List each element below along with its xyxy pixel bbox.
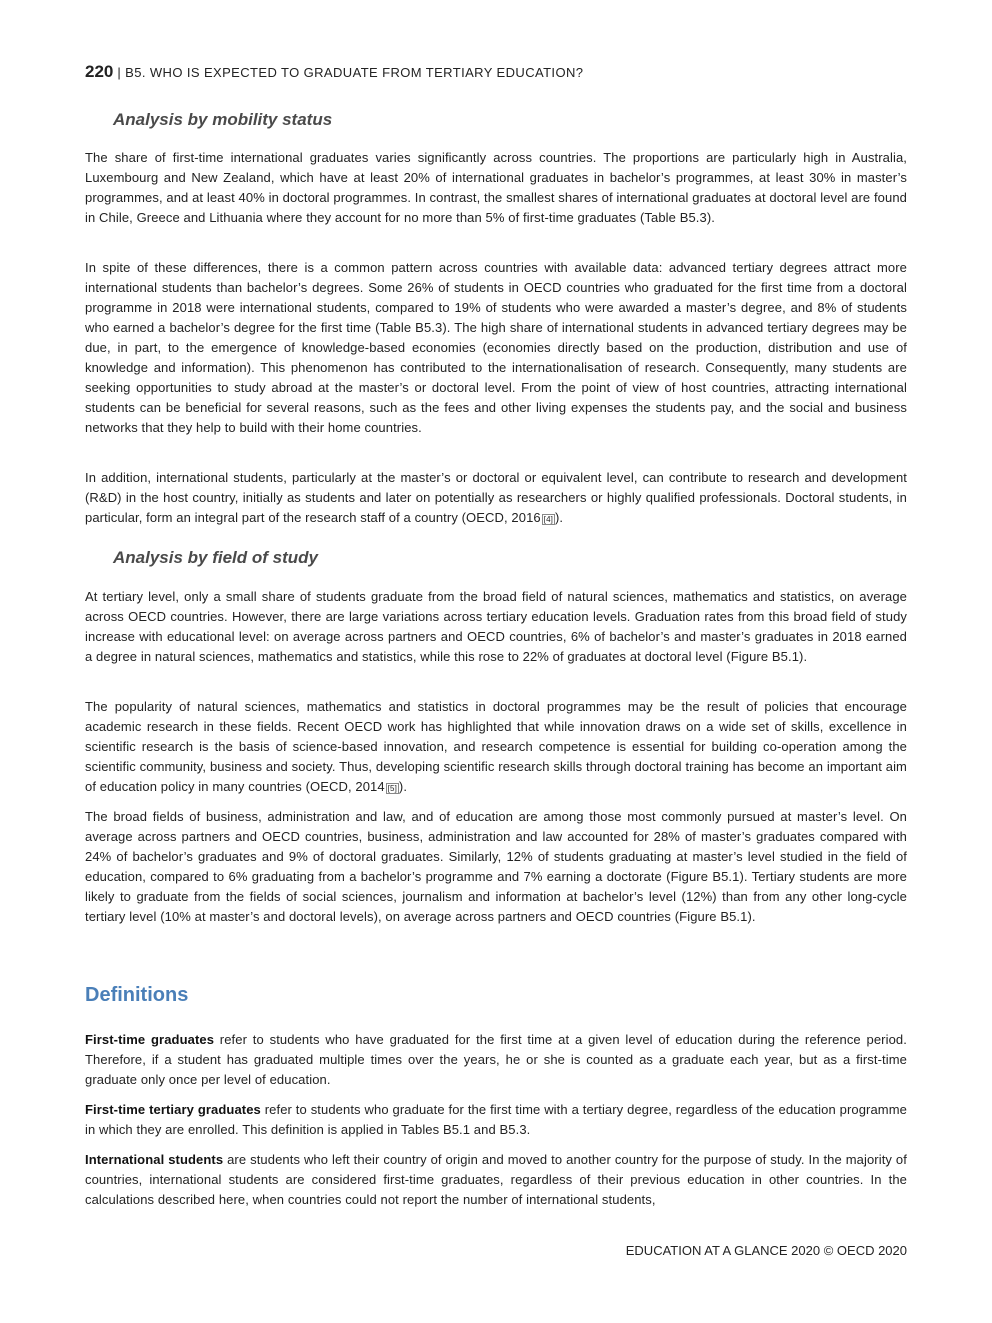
definition-text: are students who left their country of origin and moved to another country for the purpose of study. In the majority of countries, international students are considered first-time graduates, regardless of their previous education in other countries. In the calculations described here, when countries could not report the number of international students, bbox=[85, 1152, 907, 1207]
definition-first-time-graduates bbox=[85, 1030, 907, 1090]
paragraph-text: In addition, international students, particularly at the master’s or doctoral or equivalent level, can contribute to research and development (R&D) in the host country, initially as students and later on potentially as researchers or highly qualified professionals. Doctoral students, in particular, form an integral part of the research staff of a country (OECD, 2016 bbox=[85, 470, 907, 525]
definition-term: International students bbox=[85, 1152, 224, 1167]
subheading-mobility: Analysis by mobility status bbox=[113, 110, 333, 129]
definition-text: refer to students who graduate for the first time with a tertiary degree, regardless of the education programme in which they are enrolled. This definition is applied in Tables B5.1 and B5.3. bbox=[85, 1102, 907, 1137]
definition-first-time-tertiary-graduates bbox=[85, 1100, 907, 1140]
reference-link[interactable]: [4] bbox=[543, 515, 553, 524]
paragraph-field-1: At tertiary level, only a small share of students graduate from the broad field of natural sciences, mathematics and statistics, on average across OECD countries. However, there are large variations across tertiary education levels. Graduation rates from this broad field of study increase with educational level: on average across partners and OECD countries, 6% of bachelor’s and master’s graduates in 2018 earned a degree in natural sciences, mathematics and statistics, while this rose to 22% of graduates at doctoral level (Figure B5.1). bbox=[85, 589, 907, 664]
paragraph-field-3: The broad fields of business, administration and law, and of education are among those most commonly pursued at master’s level. On average across partners and OECD countries, business, administration and law accounted for 28% of master’s graduates compared with 24% of bachelor’s graduates and 9% of doctoral graduates. Similarly, 12% of students graduating at master’s level studied in the field of education, compared to 6% graduating from a bachelor’s programme and 7% earning a doctorate (Figure B5.1). Tertiary students are more likely to graduate from the fields of social sciences, journalism and information at bachelor’s level (12%) than from any other long-cycle tertiary level (10% at master’s and doctoral levels), on average across partners and OECD countries (Figure B5.1). bbox=[85, 809, 907, 924]
paragraph-end: ). bbox=[398, 779, 408, 794]
subheading-field-of-study: Analysis by field of study bbox=[113, 548, 318, 567]
reference-link[interactable]: [5] bbox=[387, 784, 397, 793]
definition-term: First-time graduates bbox=[85, 1032, 215, 1047]
definition-term: First-time tertiary graduates bbox=[85, 1102, 261, 1117]
definition-international-students bbox=[85, 1150, 907, 1210]
running-header bbox=[85, 62, 583, 82]
paragraph-mobility-2: In spite of these differences, there is a common pattern across countries with available data: advanced tertiary degrees attract more international students than bachelor’s degrees. Some 26% of students in OECD countries who graduated for the first time from a doctoral programme in 2018 were international students, compared to 19% of students who were awarded a master’s degree, and 8% of students who earned a bachelor’s degree for the first time (Table B5.3). The high share of international students in advanced tertiary degrees may be due, in part, to the emergence of knowledge-based economies (economies directly based on the production, distribution and use of knowledge and information). This phenomenon has contributed to the internationalisation of research. Consequently, many students are seeking opportunities to study abroad at the master’s or doctoral level. From the point of view of host countries, attracting international students can be beneficial for several reasons, such as the fees and other living expenses the students pay, and the social and business networks that they help to build with their home countries. bbox=[85, 260, 907, 435]
paragraph-end: ). bbox=[554, 510, 564, 525]
paragraph-field-2 bbox=[85, 697, 907, 799]
chapter-title: B5. WHO IS EXPECTED TO GRADUATE FROM TERTIARY EDUCATION? bbox=[125, 65, 584, 80]
header-separator: | bbox=[117, 65, 122, 80]
paragraph-text: The popularity of natural sciences, mathematics and statistics in doctoral programmes may be the result of policies that encourage academic research in these fields. Recent OECD work has highlighted that while innovation draws on a wide set of skills, excellence in scientific research is the basis of science-based innovation, and research competence is essential for building co-operation among the scientific community, business and society. Thus, developing scientific research skills through doctoral training has become an important aim of education policy in many countries (OECD, 2014 bbox=[85, 699, 907, 794]
definition-text: refer to students who have graduated for the first time at a given level of education during the reference period. Therefore, if a student has graduated multiple times over the years, he or she is counted as a graduate each year, but as a first-time graduate only once per level of education. bbox=[85, 1032, 907, 1087]
page-footer: EDUCATION AT A GLANCE 2020 © OECD 2020 bbox=[625, 1243, 907, 1258]
paragraph-mobility-1: The share of first-time international graduates varies significantly across countries. The proportions are particularly high in Australia, Luxembourg and New Zealand, which have at least 20% of international graduates in bachelor’s programmes, at least 30% in master’s programmes, and at least 40% in doctoral programmes. In contrast, the smallest shares of international graduates at doctoral level are found in Chile, Greece and Lithuania where they account for no more than 5% of first-time graduates (Table B5.3). bbox=[85, 150, 907, 225]
page-number: 220 bbox=[85, 62, 114, 81]
paragraph-mobility-3 bbox=[85, 468, 907, 530]
section-heading-definitions: Definitions bbox=[85, 984, 189, 1006]
